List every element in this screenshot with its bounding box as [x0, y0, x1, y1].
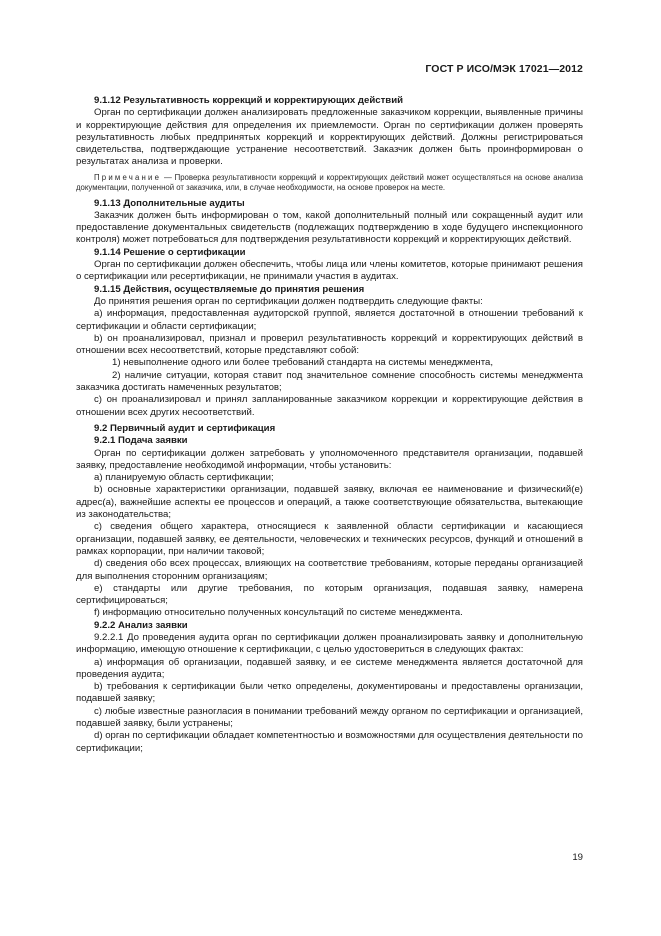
list-item-9-2-1-b: b) основные характеристики организации, подавшей заявку, включая ее наименование и физический(е) адрес(а), важнейшие аспекты ее процессов и операций, а также соответствующие обязательства, вытекающие из законодательства; [76, 484, 583, 521]
list-item-9-1-15-b: b) он проанализировал, признал и проверил результативность коррекций и корректирующих действий в отношении всех несоответствий, которые представляют собой: [76, 332, 583, 357]
heading-9-2-1: 9.2.1 Подача заявки [94, 435, 188, 447]
heading-9-1-12: 9.1.12 Результативность коррекций и корректирующих действий [94, 95, 403, 106]
heading-9-1-14: 9.1.14 Решение о сертификации [94, 246, 246, 258]
list-item-9-2-1-e: е) стандарты или другие требования, по которым организация, подавшая заявку, намерена сертифицироваться; [76, 582, 583, 607]
document-code-header: ГОСТ Р ИСО/МЭК 17021—2012 [425, 63, 583, 75]
document-body [76, 95, 583, 755]
list-item-9-2-1-d: d) сведения обо всех процессах, влияющих на соответствие требованиям, которые переданы организацией для выполнения сторонним организациям; [76, 558, 583, 582]
paragraph-9-1-15: До принятия решения орган по сертификации должен подтвердить следующие факты: [94, 295, 483, 307]
list-item-9-2-1-c: с) сведения общего характера, относящиеся к заявленной области сертификации и касающиеся организации, подавшей заявку, ее деятельности, человеческих и технических ресурсов, функций и отношений в рамках корпорации, при наличии таковой; [76, 521, 583, 557]
note-label: Примечание [94, 172, 162, 182]
heading-9-1-15: 9.1.15 Действия, осуществляемые до принятия решения [94, 283, 365, 295]
heading-9-1-13: 9.1.13 Дополнительные аудиты [94, 197, 245, 209]
page-number: 19 [572, 852, 583, 863]
paragraph-9-2-2-1: 9.2.2.1 До проведения аудита орган по сертификации должен проанализировать заявку и дополнительную информацию, имеющую отношение к сертификации, с целью удостовериться в следующих фактах: [76, 631, 583, 656]
list-item-9-2-1-f: f) информацию относительно полученных консультаций по системе менеджмента. [94, 607, 463, 619]
list-item-9-2-2-d: d) орган по сертификации обладает компетентностью и возможностями для осуществления деятельности по сертификации; [76, 730, 583, 754]
list-item-9-1-15-c: с) он проанализировал и принял запланированные заказчиком коррекции и корректирующие действия в отношении всех других несоответствий. [76, 394, 583, 418]
heading-9-2-2: 9.2.2 Анализ заявки [94, 619, 188, 631]
note-9-1-12 [76, 173, 583, 194]
list-item-9-2-2-c: с) любые известные разногласия в понимании требований между органом по сертификации и организацией, подавшей заявку, были устранены; [76, 705, 583, 730]
heading-9-2: 9.2 Первичный аудит и сертификация [94, 422, 276, 434]
list-item-9-2-2-b: b) требования к сертификации были четко определены, документированы и предоставлены организации, подавшей заявку; [76, 681, 583, 705]
paragraph-9-1-14: Орган по сертификации должен обеспечить, чтобы лица или члены комитетов, которые принимают решения о сертификации или ресертификации, не принимали участия в аудитах. [76, 259, 583, 283]
paragraph-9-1-13: Заказчик должен быть информирован о том, какой дополнительный полный или сокращенный аудит или предоставление документальных свидетельств (подлежащих подтверждению в ходе будущего инспекционного контроля) может потребоваться для подтверждения результативности коррекций и корректирующих действий. [76, 209, 583, 246]
list-item-9-1-15-b1: 1) невыполнение одного или более требований стандарта на системы менеджмента, [112, 357, 493, 369]
paragraph-9-1-12: Орган по сертификации должен анализировать предложенные заказчиком коррекции, выявленные причины и корректирующие действия для определения их приемлемости. Орган по сертификации должен проверять результативность любых предпринятых коррекций и корректирующих действий. Должны регистрироваться свидетельства, подтверждающие устранение несоответствий. Заказчик должен быть проинформирован о результатах анализа и проверки. [76, 107, 583, 168]
list-item-9-1-15-b2: 2) наличие ситуации, которая ставит под значительное сомнение способность системы менеджмента заказчика достигать намеченных результатов; [76, 369, 583, 394]
paragraph-9-2-1: Орган по сертификации должен затребовать у уполномоченного представителя организации, подавшей заявку, предоставление необходимой информации, чтобы установить: [76, 447, 583, 471]
list-item-9-1-15-a: а) информация, предоставленная аудиторской группой, является достаточной в отношении требований к сертификации и области сертификации; [76, 308, 583, 332]
list-item-9-2-1-a: а) планируемую область сертификации; [94, 472, 274, 484]
list-item-9-2-2-a: а) информация об организации, подавшей заявку, и ее системе менеджмента является достаточной для проведения аудита; [76, 656, 583, 680]
note-text: — Проверка результативности коррекций и корректирующих действий может осуществляться на основе анализа документации, полученной от заказчика, или, в случае необходимости, на основе проверок на месте. [76, 172, 583, 193]
